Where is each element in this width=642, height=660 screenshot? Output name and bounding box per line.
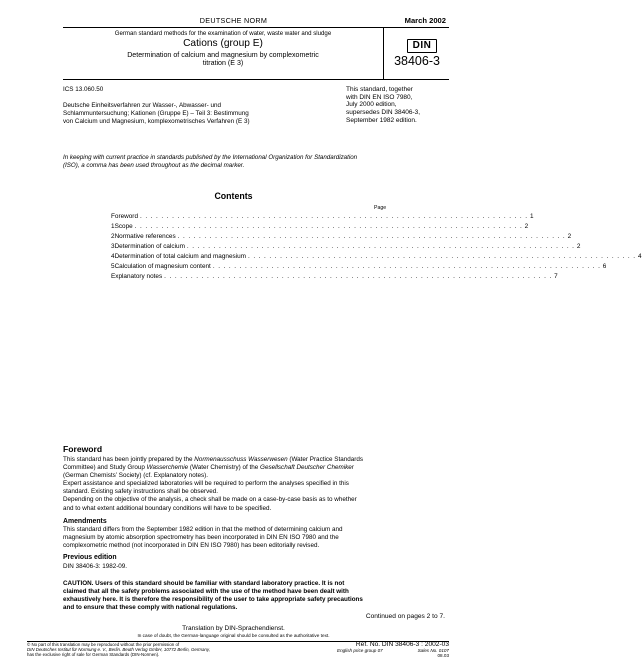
toc-entry[interactable] xyxy=(111,272,558,281)
price-group: English price group 07 xyxy=(337,648,383,653)
german-title-line: von Calcium und Magnesium, komplexometrisches Verfahren (E 3) xyxy=(63,118,250,126)
german-title-line: Deutsche Einheitsverfahren zur Wasser-, Abwasser- und xyxy=(63,102,221,109)
toc-entry[interactable] xyxy=(111,262,607,271)
toc-leader: . . . . . . . . . . . . . . . . . . . . . . . . . . . . . . . . . . . . . . . . . . . . . . . . . . . . . . . . . . . . . . . . . . . . . . . . . xyxy=(186,243,575,250)
amendments-line: complexometric method (not incorporated in DIN EN ISO 7980) has been editorially revised. xyxy=(63,542,320,550)
previous-edition-heading: Previous edition xyxy=(63,554,117,561)
toc-entry-title: Foreword xyxy=(111,213,138,220)
toc-entry-title: Determination of total calcium and magnesium xyxy=(114,253,246,260)
header-subtitle-line2: titration (E 3) xyxy=(202,59,244,67)
reference-number: Ref. No. DIN 38406-3 : 2002-03 xyxy=(355,641,449,648)
foreword-p1-line1 xyxy=(63,456,453,464)
foreword-p1-line2 xyxy=(63,464,453,472)
toc-entry[interactable] xyxy=(111,232,572,241)
toc-entry-title: Scope xyxy=(114,223,133,230)
text-run: (Water Chemistry) of the xyxy=(188,464,261,472)
document-number: 38406-3 xyxy=(394,54,440,68)
supersedes-line: September 1982 edition. xyxy=(346,116,417,124)
toc-entry[interactable] xyxy=(111,252,642,261)
toc-entry[interactable] xyxy=(111,242,581,251)
decimal-marker-notice xyxy=(63,154,453,170)
society-name: Gesellschaft Deutscher Chemiker xyxy=(260,464,354,472)
foreword-p2-line: standard. Existing safety instructions shall be observed. xyxy=(63,488,219,496)
toc-entry[interactable] xyxy=(111,212,534,221)
ics-code: ICS 13.060.50 xyxy=(63,86,104,93)
amendments-line: This standard differs from the September 1982 edition in that the method of determining calcium and xyxy=(63,526,343,533)
foreword-text xyxy=(63,456,453,513)
german-title-line: Schlammuntersuchung; Kationen (Gruppe E) – Teil 3: Bestimmung xyxy=(63,110,249,118)
sales-number: Sales No. 0107 xyxy=(417,648,449,653)
toc-leader: . . . . . . . . . . . . . . . . . . . . . . . . . . . . . . . . . . . . . . . . . . . . . . . . . . . . . . . . . . . . . . . . . . . . . . . . . xyxy=(177,233,566,240)
toc-entry-page: 7 xyxy=(554,273,558,280)
toc-entry-title: Normative references xyxy=(114,233,176,240)
foreword-p1-line3: (German Chemists’ Society) (cf. Explanatory notes). xyxy=(63,472,208,480)
study-group-name: Wasserchemie xyxy=(146,464,189,472)
issue-date: March 2002 xyxy=(404,16,446,25)
supersedes-line: July 2000 edition, xyxy=(346,101,397,109)
foreword-p3-line: and to what extent additional boundary conditions will have to be specified. xyxy=(63,504,272,512)
continued-note: Continued on pages 2 to 7. xyxy=(365,613,445,620)
copyright-line: has the exclusive right of sale for German Standards (DIN-Normen). xyxy=(27,652,160,658)
toc-entry-number: 1 xyxy=(111,223,115,230)
header-subtitle-line1: Determination of calcium and magnesium by complexometric xyxy=(127,51,319,59)
german-title xyxy=(63,102,363,126)
previous-edition-text: DIN 38406-3: 1982-09. xyxy=(63,563,128,570)
toc-entry-title: Calculation of magnesium content xyxy=(114,263,211,270)
notice-line: In keeping with current practice in standards published by the International Organization for Standardization xyxy=(63,154,358,161)
toc-entry-number: 2 xyxy=(111,233,115,240)
toc-leader: . . . . . . . . . . . . . . . . . . . . . . . . . . . . . . . . . . . . . . . . . . . . . . . . . . . . . . . . . . . . . . . . . . . . . . . . . xyxy=(164,273,553,280)
contents-heading: Contents xyxy=(214,191,253,201)
header-rule-top xyxy=(63,27,449,28)
toc-entry-title: Determination of calcium xyxy=(114,243,185,250)
toc-entry[interactable] xyxy=(111,222,529,231)
text-run: This standard has been jointly prepared by the xyxy=(63,456,195,463)
foreword-p3-line: Depending on the objective of the analysis, a check shall be made on a case-by-case basis as to whether xyxy=(63,496,357,504)
header-subtitle-top: German standard methods for the examination of water, waste water and sludge xyxy=(114,30,332,37)
toc-entry-page: 2 xyxy=(524,223,529,230)
document-title: Cations (group E) xyxy=(183,38,263,49)
copyright-line: © No part of this translation may be reproduced without the prior permission of xyxy=(27,642,180,647)
amendments-line: magnesium by atomic absorption spectrometry has been incorporated in DIN EN ISO 7980 and the xyxy=(63,534,339,542)
header-rule-bottom xyxy=(63,79,449,80)
caution-text xyxy=(63,580,458,612)
translation-disclaimer: In case of doubt, the German-language original should be consulted as the authoritative text. xyxy=(137,633,330,638)
toc-leader: . . . . . . . . . . . . . . . . . . . . . . . . . . . . . . . . . . . . . . . . . . . . . . . . . . . . . . . . . . . . . . . . . . . . . . . . . xyxy=(140,213,528,220)
din-logo: DIN xyxy=(407,39,437,53)
supersedes-line: supersedes DIN 38406-3, xyxy=(346,109,421,117)
caution-line: exhaustively here. It is therefore the responsibility of the user to take appropriate safety precautions xyxy=(63,596,363,604)
caution-line: and to ensure that these comply with national regulations. xyxy=(63,604,238,612)
toc-entry-number: 4 xyxy=(111,253,115,260)
amendments-text xyxy=(63,526,453,550)
supersedes-line: with DIN EN ISO 7980, xyxy=(346,93,413,101)
copyright-line: DIN Deutsches Institut für Normung e. V., Berlin. Beuth Verlag GmbH, 10772 Berlin, Germany, xyxy=(27,647,210,653)
caution-line: CAUTION. Users of this standard should be familiar with standard laboratory practice. It is not xyxy=(63,580,345,587)
toc-leader: . . . . . . . . . . . . . . . . . . . . . . . . . . . . . . . . . . . . . . . . . . . . . . . . . . . . . . . . . . . . . . . . . . . . . . . . . xyxy=(134,223,523,230)
toc-entry-number: 3 xyxy=(111,243,115,250)
foreword-heading: Foreword xyxy=(63,444,103,454)
print-code: 08.03 xyxy=(437,653,449,658)
toc-entry-page: 1 xyxy=(529,213,534,220)
notice-line: (ISO), a comma has been used throughout as the decimal marker. xyxy=(63,162,245,170)
text-run: Committee) and Study Group xyxy=(63,464,147,472)
toc-entry-number: 5 xyxy=(111,263,115,270)
contents-page-label: Page xyxy=(374,205,387,211)
toc-entry-page: 2 xyxy=(576,243,581,250)
norm-label: DEUTSCHE NORM xyxy=(199,16,268,25)
caution-line: claimed that all the safety problems associated with the use of the method have been dealt with xyxy=(63,588,349,596)
toc-entry-page: 2 xyxy=(567,233,572,240)
toc-entry-page: 4 xyxy=(637,253,642,260)
toc-leader: . . . . . . . . . . . . . . . . . . . . . . . . . . . . . . . . . . . . . . . . . . . . . . . . . . . . . . . . . . . . . . . . . . . . . . . . . xyxy=(212,263,601,270)
copyright-notice xyxy=(27,642,327,658)
supersedes-line: This standard, together xyxy=(346,86,413,93)
toc-entry-title: Explanatory notes xyxy=(111,273,163,280)
text-run: (Water Practice Standards xyxy=(287,456,363,463)
foreword-p2-line: Expert assistance and specialized laboratories will be required to perform the analyses specified in this xyxy=(63,480,349,488)
supersedes-note xyxy=(346,86,451,125)
amendments-heading: Amendments xyxy=(63,518,107,525)
toc-entry-page: 6 xyxy=(602,263,607,270)
committee-name: Normenausschuss Wasserwesen xyxy=(194,456,288,463)
toc-leader: . . . . . . . . . . . . . . . . . . . . . . . . . . . . . . . . . . . . . . . . . . . . . . . . . . . . . . . . . . . . . . . . . . . . . . . . . xyxy=(248,253,636,260)
translation-credit: Translation by DIN-Sprachendienst. xyxy=(182,625,285,632)
